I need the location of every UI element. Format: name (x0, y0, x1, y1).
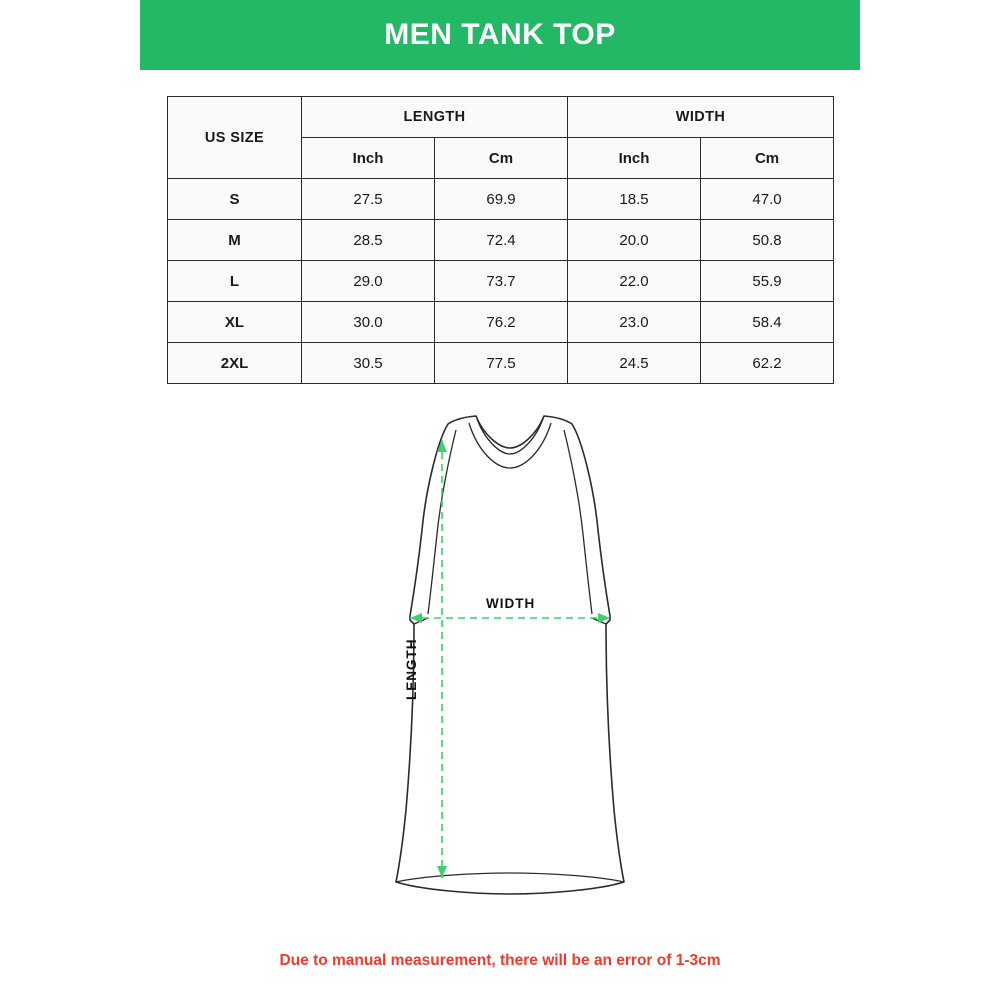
cell-size: XL (168, 302, 302, 343)
size-chart-table (167, 96, 834, 384)
cell-length-inch: 27.5 (302, 179, 435, 220)
garment-illustration (330, 410, 690, 910)
cell-length-cm: 77.5 (435, 343, 568, 384)
cell-width-inch: 18.5 (568, 179, 701, 220)
cell-length-cm: 69.9 (435, 179, 568, 220)
cell-size: 2XL (168, 343, 302, 384)
cell-width-inch: 22.0 (568, 261, 701, 302)
page-title: MEN TANK TOP (384, 18, 616, 51)
header-width: WIDTH (568, 97, 834, 138)
cell-width-cm: 62.2 (701, 343, 834, 384)
width-measurement-label: WIDTH (486, 596, 536, 611)
cell-width-inch: 23.0 (568, 302, 701, 343)
measurement-disclaimer: Due to manual measurement, there will be an error of 1-3cm (279, 952, 721, 969)
unit-width-cm: Cm (701, 138, 834, 179)
table-row (168, 179, 834, 220)
cell-width-cm: 58.4 (701, 302, 834, 343)
cell-length-cm: 73.7 (435, 261, 568, 302)
tank-top-outline (396, 416, 624, 894)
cell-width-cm: 47.0 (701, 179, 834, 220)
cell-width-cm: 55.9 (701, 261, 834, 302)
cell-length-inch: 30.0 (302, 302, 435, 343)
cell-width-cm: 50.8 (701, 220, 834, 261)
header-length: LENGTH (302, 97, 568, 138)
cell-length-cm: 76.2 (435, 302, 568, 343)
length-measurement-label: LENGTH (404, 638, 419, 700)
cell-length-inch: 30.5 (302, 343, 435, 384)
unit-width-inch: Inch (568, 138, 701, 179)
unit-length-cm: Cm (435, 138, 568, 179)
table-row (168, 220, 834, 261)
cell-size: L (168, 261, 302, 302)
cell-size: M (168, 220, 302, 261)
cell-width-inch: 20.0 (568, 220, 701, 261)
cell-length-cm: 72.4 (435, 220, 568, 261)
cell-width-inch: 24.5 (568, 343, 701, 384)
unit-length-inch: Inch (302, 138, 435, 179)
table-row (168, 302, 834, 343)
cell-length-inch: 28.5 (302, 220, 435, 261)
table-row (168, 261, 834, 302)
header-banner (140, 0, 860, 70)
cell-length-inch: 29.0 (302, 261, 435, 302)
header-us-size: US SIZE (168, 97, 302, 179)
table-group-header-row (168, 97, 834, 138)
table-row (168, 343, 834, 384)
cell-size: S (168, 179, 302, 220)
